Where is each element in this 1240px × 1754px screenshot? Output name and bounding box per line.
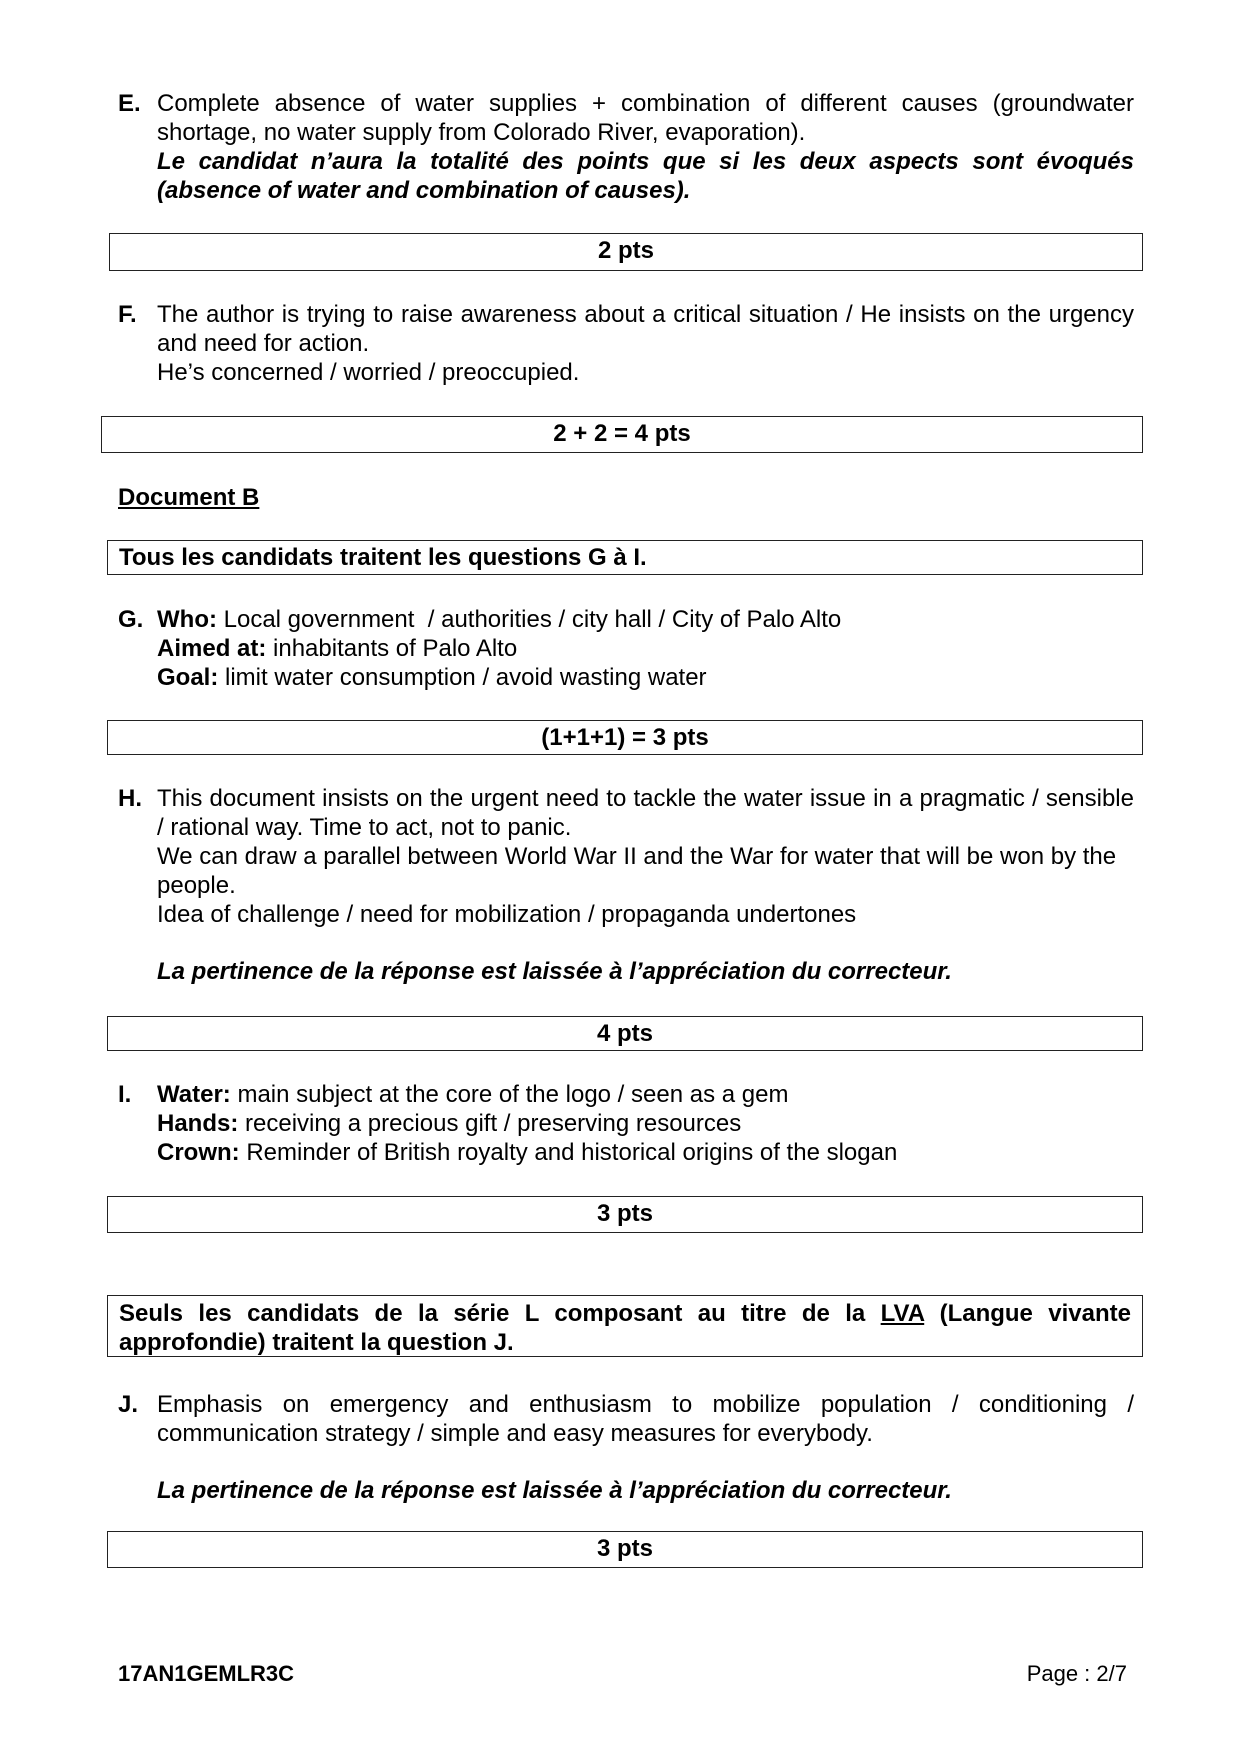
score-box-j: [107, 1531, 1143, 1568]
item-letter-i: I.: [118, 1081, 132, 1108]
answer-g: [118, 605, 1134, 692]
instruction-lva: Seuls les candidats de la série L composant au titre de la LVA (Langue vivante approfondie) traitent la question J.: [119, 1300, 1138, 1356]
answer-h-note: La pertinence de la réponse est laissée à l’appréciation du correcteur.: [157, 958, 952, 985]
answer-j-note: La pertinence de la réponse est laissée à l’appréciation du correcteur.: [157, 1477, 952, 1504]
answer-e-note: Le candidat n’aura la totalité des points que si les deux aspects sont évoqués (absence of water and combination of causes).: [157, 148, 1134, 204]
document-b-heading: Document B: [118, 484, 260, 511]
score-e: 2 pts: [597, 237, 654, 264]
item-letter-j: J.: [118, 1391, 139, 1418]
item-letter-e: E.: [118, 90, 141, 117]
answer-i-water: Water: main subject at the core of the logo / seen as a gem: [157, 1081, 789, 1108]
answer-g-aimed: Aimed at: inhabitants of Palo Alto: [157, 635, 518, 662]
lva-abbr: LVA: [880, 1300, 925, 1327]
score-box-g: [107, 720, 1143, 755]
item-letter-h: H.: [118, 785, 142, 812]
answer-e: [118, 89, 1134, 205]
answer-i-hands: Hands: receiving a precious gift / preserving resources: [157, 1110, 742, 1137]
score-g: (1+1+1) = 3 pts: [541, 724, 709, 751]
instruction-all: Tous les candidats traitent les questions G à I.: [119, 544, 647, 571]
instruction-box-all: [107, 540, 1143, 575]
score-box-f: [101, 416, 1143, 453]
footer-page: Page : 2/7: [1026, 1661, 1127, 1686]
answer-h-text2: We can draw a parallel between World War II and the War for water that will be won by the people.: [157, 843, 1117, 899]
answer-j: [118, 1390, 1134, 1505]
item-letter-f: F.: [118, 301, 137, 328]
answer-g-goal: Goal: limit water consumption / avoid wasting water: [157, 664, 707, 691]
answer-h: [118, 784, 1134, 986]
footer-code: 17AN1GEMLR3C: [118, 1661, 295, 1686]
answer-h-text1: This document insists on the urgent need to tackle the water issue in a pragmatic / sensible / rational way. Time to act, not to panic.: [157, 785, 1134, 841]
score-box-i: [107, 1196, 1143, 1233]
answer-f: [118, 300, 1134, 387]
score-box-e: [109, 233, 1143, 271]
answer-h-text3: Idea of challenge / need for mobilization / propaganda undertones: [157, 901, 857, 928]
score-i: 3 pts: [596, 1200, 653, 1227]
answer-e-text: Complete absence of water supplies + combination of different causes (groundwater shortage, no water supply from Colorado River, evaporation).: [157, 90, 1134, 146]
answer-j-text: Emphasis on emergency and enthusiasm to mobilize population / conditioning / communication strategy / simple and easy measures for everybody.: [157, 1391, 1134, 1447]
answer-f-text: The author is trying to raise awareness about a critical situation / He insists on the urgency and need for action.: [157, 301, 1134, 357]
answer-i-crown: Crown: Reminder of British royalty and historical origins of the slogan: [157, 1139, 898, 1166]
instruction-box-lva: [107, 1295, 1143, 1357]
answer-i: [118, 1080, 1134, 1167]
score-h: 4 pts: [596, 1020, 653, 1047]
answer-g-who: Who: Local government / authorities / city hall / City of Palo Alto: [157, 606, 842, 633]
item-letter-g: G.: [118, 606, 144, 633]
score-box-h: [107, 1016, 1143, 1051]
score-j: 3 pts: [596, 1535, 653, 1562]
answer-f-line2: He’s concerned / worried / preoccupied.: [157, 359, 580, 386]
score-f: 2 + 2 = 4 pts: [553, 420, 691, 447]
